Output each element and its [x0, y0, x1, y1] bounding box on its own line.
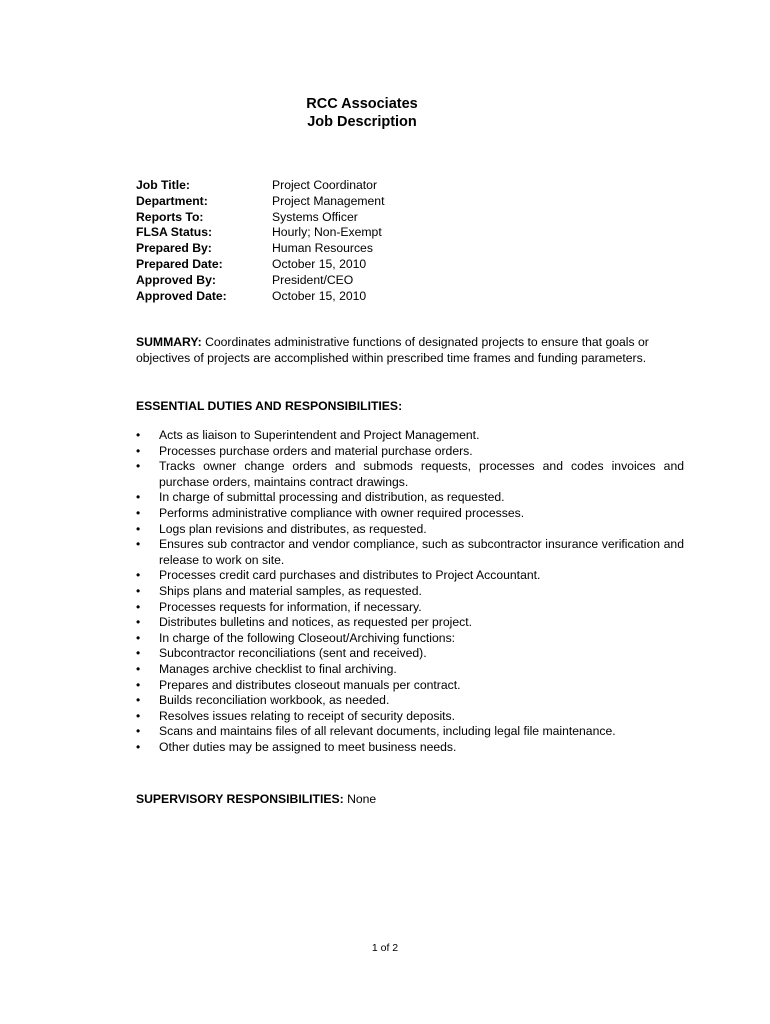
summary-paragraph: [136, 334, 684, 366]
bullet-icon: •: [136, 661, 141, 676]
duty-item: [136, 600, 684, 616]
supervisory-label: SUPERVISORY RESPONSIBILITIES:: [136, 792, 344, 806]
bullet-icon: •: [136, 443, 141, 458]
duty-text: Acts as liaison to Superintendent and Project Management.: [159, 428, 480, 442]
duty-item: [136, 506, 684, 522]
bullet-icon: •: [136, 583, 141, 598]
duty-item: [136, 490, 684, 506]
field-label: Approved By:: [136, 272, 216, 287]
document-header: [0, 95, 724, 131]
field-value: Human Resources: [272, 241, 373, 256]
duty-text: Performs administrative compliance with owner required processes.: [159, 505, 525, 520]
summary-label: SUMMARY:: [136, 335, 202, 349]
field-value: Project Management: [272, 193, 385, 208]
field-value: President/CEO: [272, 272, 354, 287]
duty-text: Ensures sub contractor and vendor compliance, such as subcontractor insurance verification and release to work on site.: [159, 537, 684, 567]
duty-text: Processes requests for information, if necessary.: [159, 599, 422, 614]
field-label: Prepared By:: [136, 241, 212, 256]
duty-text: Distributes bulletins and notices, as requested per project.: [159, 615, 472, 630]
field-job-title: [136, 178, 696, 194]
duty-item: [136, 537, 684, 568]
duty-item: [136, 740, 684, 756]
duty-item: [136, 444, 684, 460]
duty-text: In charge of submittal processing and distribution, as requested.: [159, 490, 505, 505]
duty-item: [136, 724, 684, 740]
bullet-icon: •: [136, 708, 141, 723]
company-name: RCC Associates: [306, 96, 418, 112]
field-prepared-date: [136, 257, 696, 273]
field-value: Hourly; Non-Exempt: [272, 225, 382, 240]
bullet-icon: •: [136, 615, 141, 630]
bullet-icon: •: [136, 646, 141, 661]
bullet-icon: •: [136, 724, 141, 739]
duty-item: [136, 568, 684, 584]
summary-text: Coordinates administrative functions of designated projects to ensure that goals or objectives of projects are accomplished within prescribed time frames and funding parameters.: [136, 335, 649, 365]
duty-text: Tracks owner change orders and submods requests, processes and codes invoices and purchase orders, maintains contract drawings.: [159, 459, 684, 489]
duty-item: [136, 662, 684, 678]
bullet-icon: •: [136, 459, 141, 474]
duty-text: Processes purchase orders and material purchase orders.: [159, 443, 473, 458]
field-label: Reports To:: [136, 209, 204, 224]
duties-list: [136, 428, 684, 755]
duty-item: [136, 522, 684, 538]
field-prepared-by: [136, 241, 696, 257]
field-reports-to: [136, 210, 696, 226]
duty-text: In charge of the following Closeout/Archiving functions:: [159, 630, 456, 645]
field-label: Department:: [136, 193, 208, 208]
field-department: [136, 194, 696, 210]
duty-item: [136, 615, 684, 631]
duty-item: [136, 428, 684, 444]
duties-heading: ESSENTIAL DUTIES AND RESPONSIBILITIES:: [136, 399, 403, 413]
duty-text: Scans and maintains files of all relevant documents, including legal file maintenance.: [159, 724, 616, 739]
duty-text: Prepares and distributes closeout manuals per contract.: [159, 677, 461, 692]
duty-text: Ships plans and material samples, as requested.: [159, 583, 422, 598]
bullet-icon: •: [136, 428, 141, 442]
field-approved-by: [136, 273, 696, 289]
bullet-icon: •: [136, 537, 141, 552]
field-label: Job Title:: [136, 178, 190, 192]
page-number: 1 of 2: [371, 942, 399, 954]
field-value: October 15, 2010: [272, 256, 367, 271]
duty-text: Resolves issues relating to receipt of security deposits.: [159, 708, 456, 723]
duty-text: Builds reconciliation workbook, as needed.: [159, 693, 390, 708]
supervisory-value: None: [347, 792, 377, 806]
duty-item: [136, 693, 684, 709]
bullet-icon: •: [136, 630, 141, 645]
job-details: [136, 178, 696, 304]
duty-item: [136, 459, 684, 490]
duty-item: [136, 584, 684, 600]
duty-text: Processes credit card purchases and distributes to Project Accountant.: [159, 568, 541, 583]
duty-text: Logs plan revisions and distributes, as requested.: [159, 521, 427, 536]
field-label: FLSA Status:: [136, 225, 213, 240]
duty-text: Subcontractor reconciliations (sent and received).: [159, 646, 427, 661]
bullet-icon: •: [136, 739, 141, 754]
bullet-icon: •: [136, 505, 141, 520]
field-label: Approved Date:: [136, 288, 227, 303]
duty-item: [136, 646, 684, 662]
duty-item: [136, 678, 684, 694]
bullet-icon: •: [136, 490, 141, 505]
field-value: October 15, 2010: [272, 288, 367, 303]
bullet-icon: •: [136, 599, 141, 614]
bullet-icon: •: [136, 568, 141, 583]
field-flsa-status: [136, 225, 696, 241]
supervisory-line: [136, 791, 376, 807]
duty-item: [136, 631, 684, 647]
field-approved-date: [136, 289, 696, 305]
field-value: Systems Officer: [272, 209, 358, 224]
document-title: Job Description: [307, 114, 417, 130]
bullet-icon: •: [136, 521, 141, 536]
bullet-icon: •: [136, 677, 141, 692]
duty-text: Other duties may be assigned to meet business needs.: [159, 739, 457, 754]
duty-text: Manages archive checklist to final archiving.: [159, 661, 397, 676]
field-label: Prepared Date:: [136, 256, 223, 271]
field-value: Project Coordinator: [272, 178, 377, 192]
bullet-icon: •: [136, 693, 141, 708]
duty-item: [136, 709, 684, 725]
